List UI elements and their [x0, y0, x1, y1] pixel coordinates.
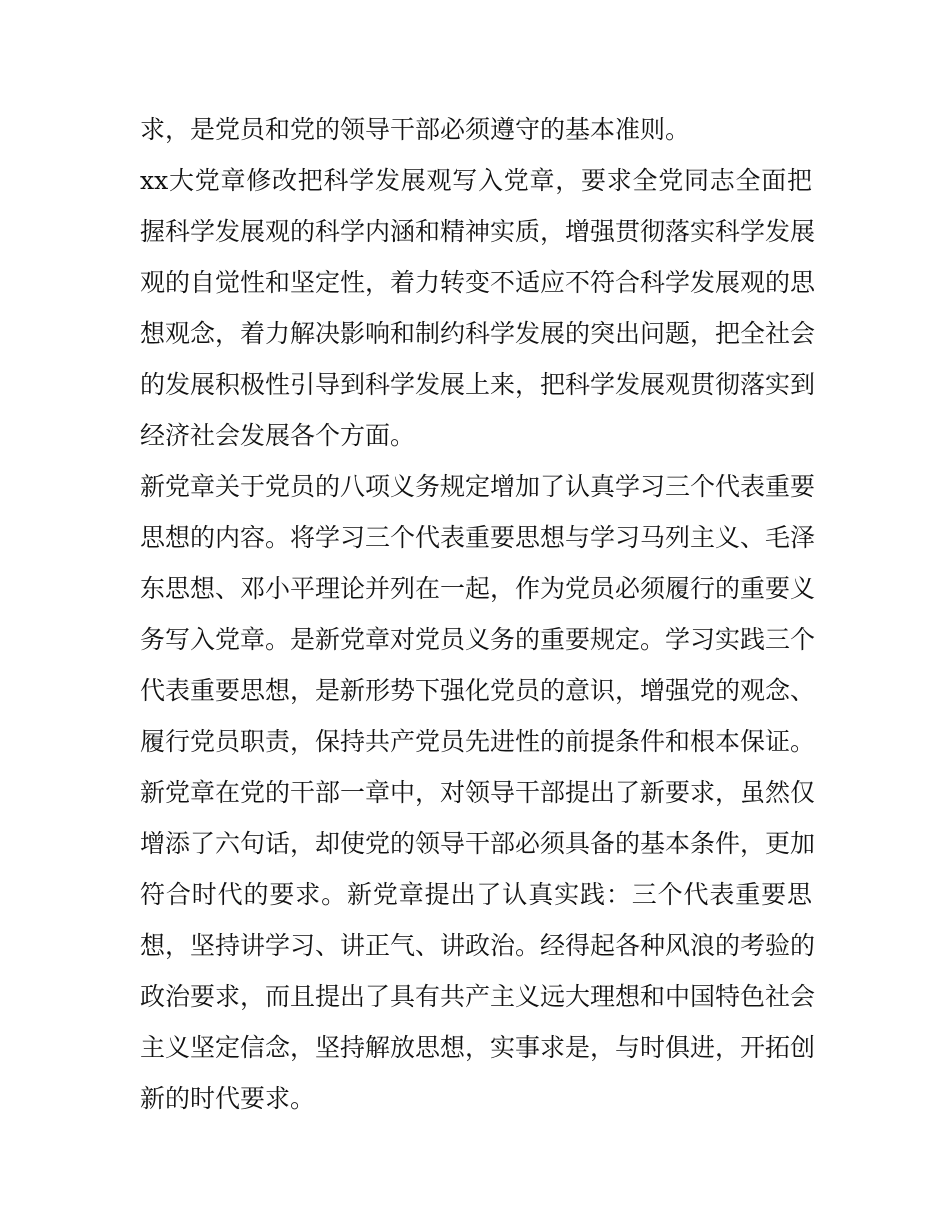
paragraph-3	[140, 461, 816, 767]
text-line: 想，坚持讲学习、讲正气、讲政治。经得起各种风浪的考验的	[140, 931, 816, 960]
text-line: 求，是党员和党的领导干部必须遵守的基本准则。	[140, 115, 691, 144]
paragraph-2	[140, 155, 816, 461]
text-line: 新党章关于党员的八项义务规定增加了认真学习三个代表重要	[140, 472, 816, 501]
text-line: 增添了六句话，却使党的领导干部必须具备的基本条件，更加	[140, 829, 816, 858]
text-line: 想观念，着力解决影响和制约科学发展的突出问题，把全社会	[140, 319, 816, 348]
text-line: 经济社会发展各个方面。	[140, 421, 416, 450]
text-line: 思想的内容。将学习三个代表重要思想与学习马列主义、毛泽	[140, 523, 816, 552]
text-line: 东思想、邓小平理论并列在一起，作为党员必须履行的重要义	[140, 574, 816, 603]
text-line: xx大党章修改把科学发展观写入党章，要求全党同志全面把	[140, 166, 812, 195]
text-line: 新党章在党的干部一章中，对领导干部提出了新要求，虽然仅	[140, 778, 816, 807]
text-line: 履行党员职责，保持共产党员先进性的前提条件和根本保证。	[140, 727, 816, 756]
text-line: 握科学发展观的科学内涵和精神实质，增强贯彻落实科学发展	[140, 217, 816, 246]
text-line: 新的时代要求。	[140, 1084, 316, 1113]
text-line: 符合时代的要求。新党章提出了认真实践：三个代表重要思	[140, 880, 812, 909]
paragraph-1	[140, 104, 812, 155]
text-line: 观的自觉性和坚定性，着力转变不适应不符合科学发展观的思	[140, 268, 816, 297]
text-line: 主义坚定信念，坚持解放思想，实事求是，与时俱进，开拓创	[140, 1033, 816, 1062]
text-line: 代表重要思想，是新形势下强化党员的意识，增强党的观念、	[140, 676, 816, 705]
text-line: 务写入党章。是新党章对党员义务的重要规定。学习实践三个	[140, 625, 816, 654]
text-line: 政治要求，而且提出了具有共产主义远大理想和中国特色社会	[140, 982, 816, 1011]
document-body	[140, 104, 816, 1124]
paragraph-4	[140, 767, 816, 1124]
text-line: 的发展积极性引导到科学发展上来，把科学发展观贯彻落实到	[140, 370, 816, 399]
